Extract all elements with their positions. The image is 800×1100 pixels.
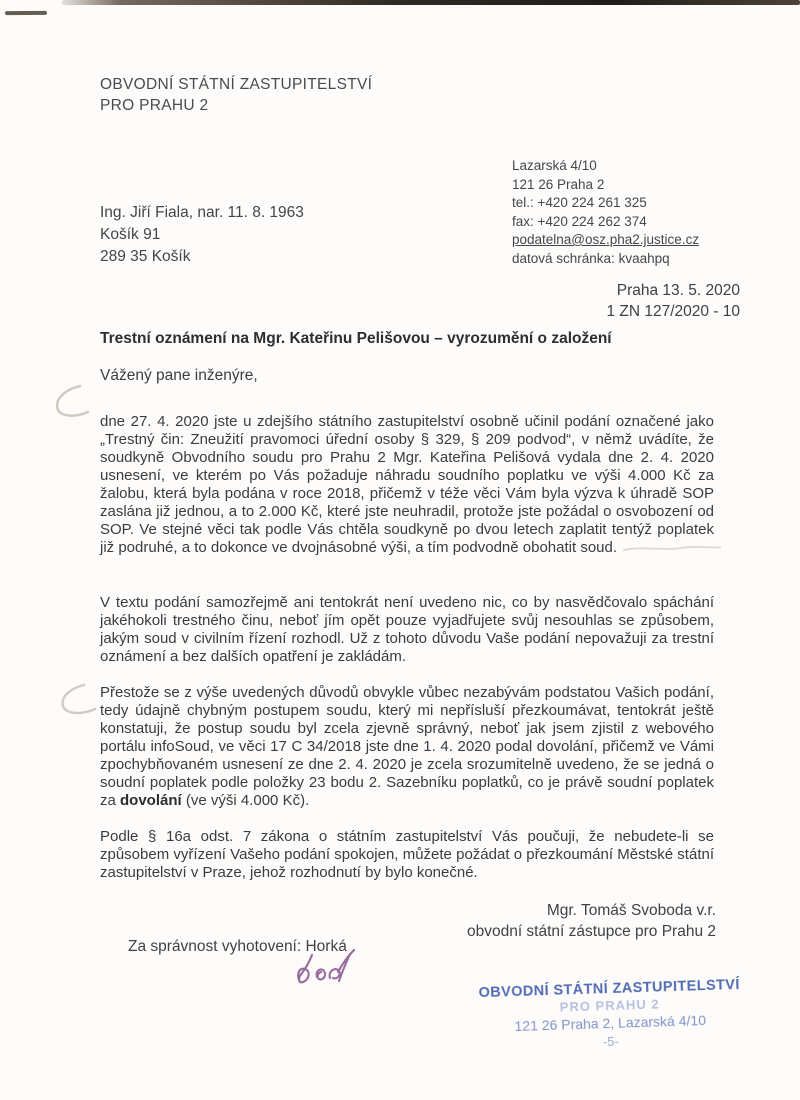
signature-stroke <box>298 955 312 982</box>
recipient-block <box>100 202 304 268</box>
paragraph-4: Podle § 16a odst. 7 zákona o státním zastupitelství Vás poučuji, že nebudete-li se způsobem vyřízení Vašeho podání spokojen, můžete požádat o přezkoumání Městské státní zastupitelství v Praze, jehož rozhodnutí by bylo konečné. <box>100 828 714 881</box>
contact-city: 121 26 Praha 2 <box>512 176 605 192</box>
stamp-office-name: OBVODNÍ STÁTNÍ ZASTUPITELSTVÍ <box>478 976 741 1002</box>
stamp-district: PRO PRAHU 2 <box>559 996 660 1015</box>
paragraph-3-text: Přestože se z výše uvedených důvodů obvykle vůbec nezabývám podstatou Vašich podání, tedy údajně chybným postupem soudu, který mi nepřísluší přezkoumávat, tentokrát ještě konstatuji, že postup soudu byl zcela zjevně správný, neboť jak jsem zjistil z webového portálu infoSoud, ve věci 17 C 34/2018 jste dne 1. 4. 2020 podal dovolání, přičemž ve Vámi zpochybňovaném usnesení ze dne 2. 4. 2020 je zcela srozumitelně uvedeno, že se jedná o soudní poplatek podle položky 23 bodu 2. Sazebníku poplatků, co je právě soudní poplatek za <box>100 684 714 809</box>
contact-tel: tel.: +420 224 261 325 <box>512 195 647 210</box>
office-name-line1: OBVODNÍ STÁTNÍ ZASTUPITELSTVÍ <box>100 76 373 93</box>
contact-email: podatelna@osz.pha2.justice.cz <box>512 232 700 247</box>
signature-block <box>316 900 716 942</box>
office-name-line2: PRO PRAHU 2 <box>100 97 209 114</box>
stamp-address: 121 26 Praha 2, Lazarská 4/10 <box>514 1011 707 1034</box>
pencil-mark-upper <box>46 382 92 424</box>
signatory-name: Mgr. Tomáš Svoboda v.r. <box>546 902 716 919</box>
paragraph-2: V textu podání samozřejmě ani tentokrát není uvedeno nic, co by nasvědčovalo spáchání jakéhokoli trestného činu, neboť jím opět pouze vyjadřujete svůj nesouhlas se způsobem, jakým soud v civilním řízení rozhodl. Už z tohoto důvodu Vaše podání nepovažuji za trestní oznámení a bez dalších opatření je zakládám. <box>100 594 714 665</box>
paragraph-1: dne 27. 4. 2020 jste u zdejšího státního zastupitelství osobně učinil podání označené jako „Trestný čin: Zneužití pravomoci úřední osoby § 329, § 209 podvod“, v němž uvádíte, že soudkyně Obvodního soudu pro Prahu 2 Mgr. Kateřina Pelišová vydala dne 2. 4. 2020 usnesení, ve kterém po Vás požaduje náhradu soudního poplatku ve výši 4.000 Kč za žalobu, která byla podána v roce 2018, přičemž v téže věci Vám byla výzva k úhradě SOP zaslána již jednou, a to 2.000 Kč, které jste neuhradil, protože jste požádal o osvobození od SOP. Ve stejné věci tak podle Vás chtěla soudkyně po dvou letech zaplatit tentýž poplatek již podruhé, a to dokonce ve dvojnásobné výši, a tím podvodně obohatit soud. <box>100 413 714 556</box>
pencil-mark-lower <box>52 682 98 722</box>
paragraph-3 <box>100 684 714 810</box>
salutation: Vážený pane inženýre, <box>100 367 258 384</box>
recipient-name: Ing. Jiří Fiala, nar. 11. 8. 1963 <box>100 204 304 221</box>
scan-artifact-top-band <box>62 0 800 5</box>
recipient-street: Košík 91 <box>100 226 161 243</box>
paragraph-3-bold-term: dovolání <box>120 792 182 809</box>
handwritten-signature <box>293 947 373 997</box>
scan-artifact-corner-mark <box>5 11 47 15</box>
signature-stroke <box>317 969 325 979</box>
verification-line: Za správnost vyhotovení: Horká <box>128 938 347 955</box>
contact-block <box>512 157 699 268</box>
dateline-block <box>440 280 740 322</box>
dateline-reference: 1 ZN 127/2020 - 10 <box>606 303 740 320</box>
contact-databox: datová schránka: kvaahpq <box>512 250 670 266</box>
dateline-place-date: Praha 13. 5. 2020 <box>616 282 740 299</box>
signatory-role: obvodní státní zástupce pro Prahu 2 <box>466 923 716 940</box>
contact-fax: fax: +420 224 262 374 <box>512 213 647 229</box>
paragraph-3-tail: (ve výši 4.000 Kč). <box>181 792 310 809</box>
stamp-number: -5- <box>602 1033 620 1050</box>
contact-street: Lazarská 4/10 <box>512 158 597 173</box>
office-stamp <box>467 977 753 1054</box>
office-header <box>100 74 372 116</box>
recipient-city: 289 35 Košík <box>100 248 191 265</box>
subject-line: Trestní oznámení na Mgr. Kateřinu Pelišovou – vyrozumění o založení <box>100 330 612 347</box>
